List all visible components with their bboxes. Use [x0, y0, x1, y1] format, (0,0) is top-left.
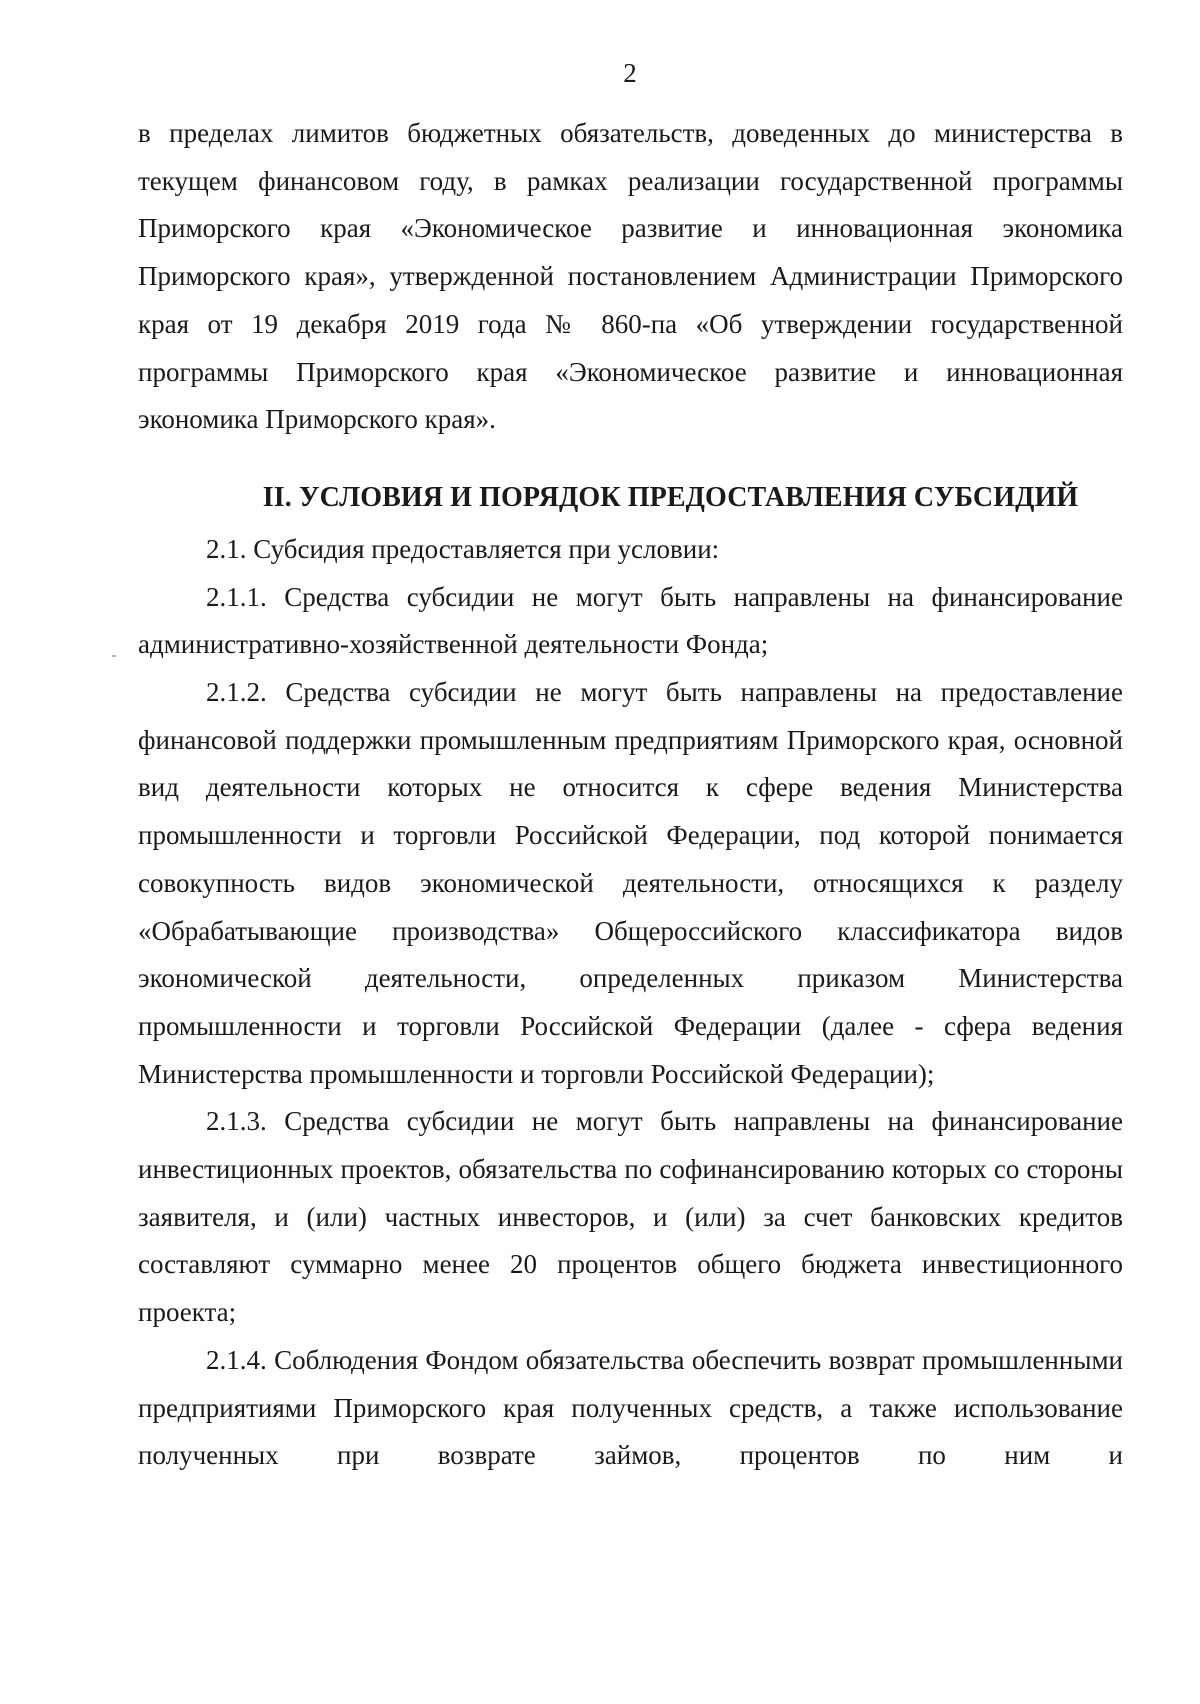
clause-2-1-3: 2.1.3. Средства субсидии не могут быть направлены на финансирование инвестиционных проектов, обязательства по софинансированию которых со стороны заявителя, и (или) частных инвесторов, и (или) за счет банковских кредитов составляют суммарно менее 20 процентов общего бюджета инвестиционного проекта; — [138, 1106, 1123, 1328]
clause-2-1-1: 2.1.1. Средства субсидии не могут быть направлены на финансирование административно-хозяйственной деятельности Фонда; — [138, 581, 1123, 660]
document-body — [138, 110, 1123, 1480]
clause-2-1-2: 2.1.2. Средства субсидии не могут быть направлены на предоставление финансовой поддержки промышленным предприятиям Приморского края, основной вид деятельности которых не относится к сфере ведения Министерства промышленности и торговли Российской Федерации, под которой понимается совокупность видов экономической деятельности, относящихся к разделу «Обрабатывающие производства» Общероссийского классификатора видов экономической деятельности, определенных приказом Министерства промышленности и торговли Российской Федерации (далее - сфера ведения Министерства промышленности и торговли Российской Федерации); — [138, 677, 1123, 1089]
clause-2-1-4: 2.1.4. Соблюдения Фондом обязательства обеспечить возврат промышленными предприятиями Приморского края полученных средств, а также использование полученных при возврате займов, процентов по ним и — [138, 1344, 1123, 1471]
page-number: 2 — [623, 58, 637, 88]
intro-paragraph: в пределах лимитов бюджетных обязательств, доведенных до министерства в текущем финансовом году, в рамках реализации государственной программы Приморского края «Экономическое развитие и инновационная экономика Приморского края», утвержденной постановлением Администрации Приморского края от 19 декабря 2019 года № 860-па «Об утверждении государственной программы Приморского края «Экономическое развитие и инновационная экономика Приморского края». — [138, 118, 1123, 435]
scan-artifact — [112, 655, 116, 657]
section-heading: II. УСЛОВИЯ И ПОРЯДОК ПРЕДОСТАВЛЕНИЯ СУБСИДИЙ — [262, 481, 1079, 513]
clause-2-1: 2.1. Субсидия предоставляется при условии: — [206, 533, 720, 564]
